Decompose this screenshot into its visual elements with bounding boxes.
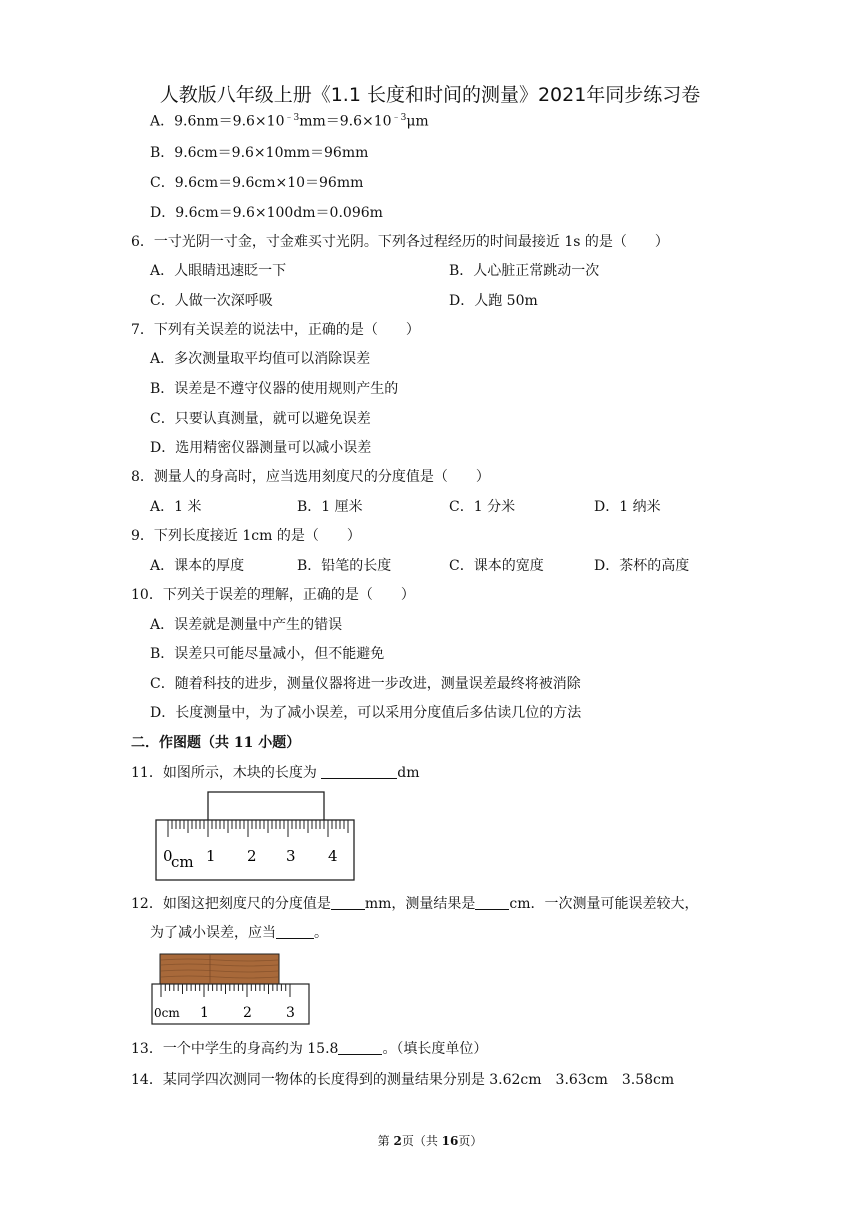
q12-ruler-label-1: 1 <box>200 1005 209 1021</box>
q11-stem-text: 11．如图所示，木块的长度为 <box>131 765 322 781</box>
q5-option-b: B．9.6cm＝9.6×10mm＝96mm <box>150 145 369 161</box>
q12-wooden-block <box>160 954 279 984</box>
q11-ruler-figure <box>150 788 360 883</box>
q9-option-a: A．课本的厚度 <box>150 558 245 574</box>
q5-option-a <box>150 110 429 131</box>
q9-option-b: B．铅笔的长度 <box>297 558 392 574</box>
footer-text-3: 页） <box>458 1134 483 1148</box>
q12-text-1: 12．如图这把刻度尺的分度值是 <box>131 896 331 912</box>
q6-stem: 6．一寸光阴一寸金，寸金难买寸光阴。下列各过程经历的时间最接近 1s 的是（ ） <box>131 234 669 250</box>
q12-text-2: mm，测量结果是 <box>364 896 476 912</box>
q7-option-d: D．选用精密仪器测量可以减小误差 <box>150 440 372 456</box>
q9-stem: 9．下列长度接近 1cm 的是（ ） <box>131 528 361 544</box>
q13-text-2: 。（填长度单位） <box>382 1041 488 1057</box>
q7-option-a: A．多次测量取平均值可以消除误差 <box>150 351 371 367</box>
q7-option-b: B．误差是不遵守仪器的使用规则产生的 <box>150 381 399 397</box>
q6-option-d: D．人跑 50m <box>449 293 538 309</box>
q5-option-c: C．9.6cm＝9.6cm×10＝96mm <box>150 175 364 191</box>
q10-stem: 10．下列关于误差的理解，正确的是（ ） <box>131 587 415 603</box>
q11-stem <box>131 762 420 782</box>
q11-ruler-label-3: 3 <box>286 847 296 865</box>
q5-a-part1: A．9.6nm＝9.6×10 <box>150 113 285 130</box>
q10-option-b: B．误差只可能尽量减小，但不能避免 <box>150 646 385 662</box>
q11-ruler-label-1: 1 <box>206 847 216 865</box>
q11-ruler-label-2: 2 <box>247 847 257 865</box>
q8-option-a: A．1 米 <box>150 499 202 515</box>
footer-text-1: 第 <box>377 1134 394 1148</box>
page-footer <box>0 1132 860 1149</box>
footer-total-pages: 16 <box>441 1134 459 1148</box>
q11-ruler-label-4: 4 <box>328 847 338 865</box>
q8-option-c: C．1 分米 <box>449 499 516 515</box>
q5-a-exponent1: ﹣3 <box>284 113 300 123</box>
q12-ruler-figure <box>148 950 313 1028</box>
footer-text-2: 页（共 <box>401 1134 442 1148</box>
q10-option-d: D．长度测量中，为了减小误差，可以采用分度值后多估读几位的方法 <box>150 705 582 721</box>
q13-stem <box>131 1038 487 1058</box>
q9-option-d: D．茶杯的高度 <box>594 558 690 574</box>
q6-option-c: C．人做一次深呼吸 <box>150 293 273 309</box>
q11-ruler-unit-label: cm <box>171 853 194 871</box>
q6-option-a: A．人眼睛迅速眨一下 <box>150 263 287 279</box>
q12-ruler-label-3: 3 <box>286 1005 295 1021</box>
q9-option-c: C．课本的宽度 <box>449 558 544 574</box>
q13-unit-blank[interactable] <box>338 1040 382 1055</box>
q6-option-b: B．人心脏正常跳动一次 <box>449 263 600 279</box>
q8-option-b: B．1 厘米 <box>297 499 363 515</box>
page-title: 人教版八年级上册《1.1 长度和时间的测量》2021年同步练习卷 <box>159 84 701 106</box>
q12-text-4: 为了减小误差，应当 <box>150 925 276 941</box>
q12-blank-division[interactable] <box>331 895 365 910</box>
q14-stem: 14．某同学四次测同一物体的长度得到的测量结果分别是 3.62cm 3.63cm 3.58cm <box>131 1072 675 1088</box>
q8-option-d: D．1 纳米 <box>594 499 661 515</box>
q12-ruler-label-0: 0cm <box>154 1006 180 1020</box>
q5-a-exponent2: ﹣3 <box>391 113 407 123</box>
q11-unit: dm <box>397 765 420 781</box>
q11-answer-blank[interactable] <box>321 764 397 779</box>
q12-stem-line2 <box>150 922 328 942</box>
footer-page-number: 2 <box>393 1134 402 1148</box>
q5-a-part3: μm <box>406 113 429 130</box>
q12-text-5: 。 <box>314 925 328 941</box>
q5-a-part2: mm＝9.6×10 <box>299 113 392 130</box>
q11-ruler-label-0: 0 <box>163 847 173 865</box>
q12-blank-result[interactable] <box>475 895 509 910</box>
q12-ruler-label-2: 2 <box>243 1005 252 1021</box>
q13-text-1: 13．一个中学生的身高约为 15.8 <box>131 1041 339 1057</box>
q12-text-3: cm．一次测量可能误差较大， <box>509 896 699 912</box>
q12-blank-method[interactable] <box>276 924 314 939</box>
q12-stem-line1 <box>131 893 699 913</box>
q7-stem: 7．下列有关误差的说法中，正确的是（ ） <box>131 322 420 338</box>
q10-option-a: A．误差就是测量中产生的错误 <box>150 617 343 633</box>
q7-option-c: C．只要认真测量，就可以避免误差 <box>150 411 371 427</box>
q5-option-d: D．9.6cm＝9.6×100dm＝0.096m <box>150 205 383 221</box>
q11-wooden-block <box>208 792 324 821</box>
q8-stem: 8．测量人的身高时，应当选用刻度尺的分度值是（ ） <box>131 469 490 485</box>
q10-option-c: C．随着科技的进步，测量仪器将进一步改进，测量误差最终将被消除 <box>150 676 581 692</box>
section-heading: 二．作图题（共 11 小题） <box>131 735 301 751</box>
